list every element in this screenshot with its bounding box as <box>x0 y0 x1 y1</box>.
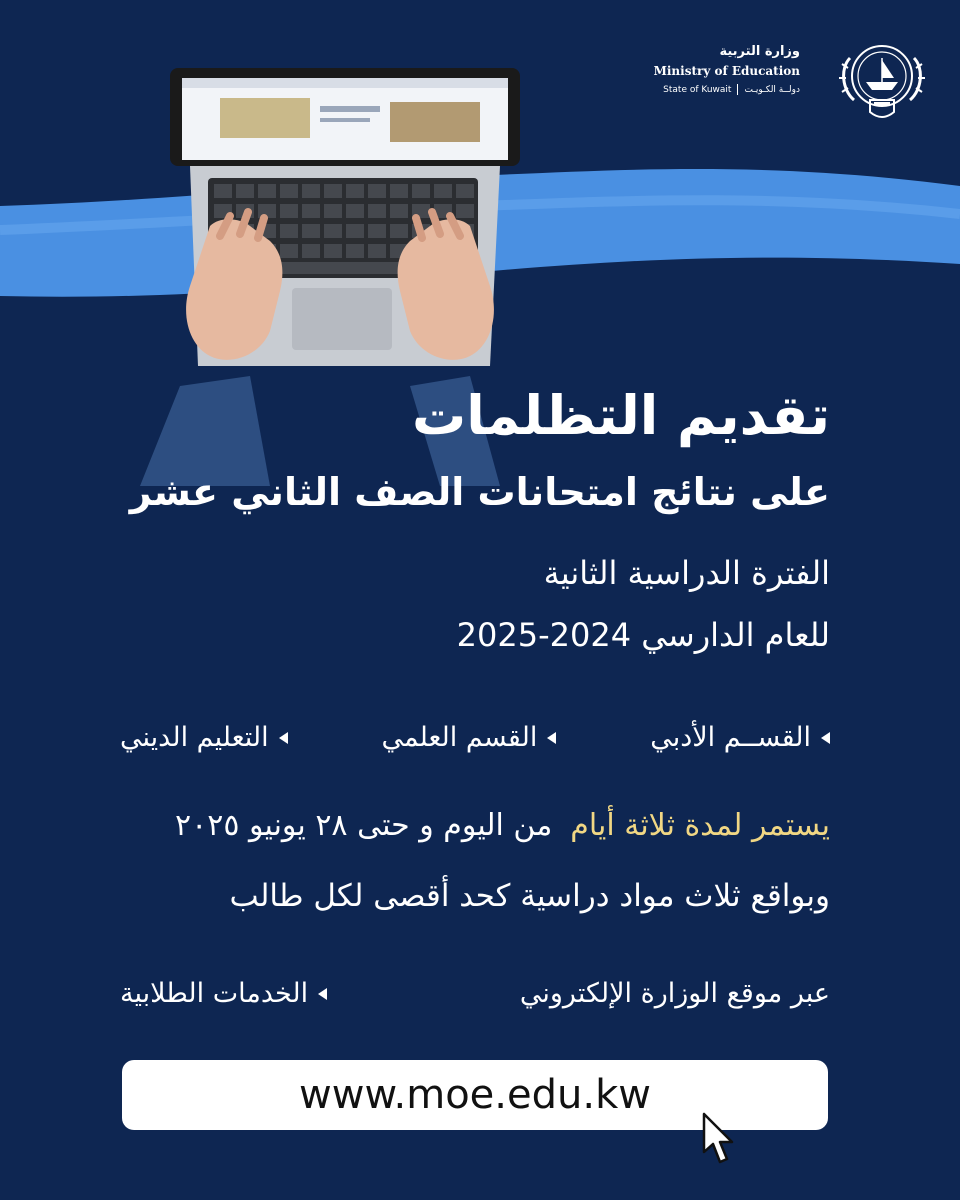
url-text[interactable]: www.moe.edu.kw <box>299 1072 651 1118</box>
logo-name-ar: وزارة التربية <box>719 44 800 59</box>
academic-year-text: للعام الدارسي 2024-2025 <box>456 616 830 654</box>
page-title: تقديم التظلمات <box>412 384 830 447</box>
period-text: الفترة الدراسية الثانية <box>543 554 830 592</box>
section-item-scientific <box>381 722 556 753</box>
mouse-cursor-icon <box>700 1112 734 1166</box>
section-label: القســم الأدبي <box>650 722 811 753</box>
section-item-literary <box>650 722 830 753</box>
logo-country <box>663 84 800 95</box>
duration-rest: من اليوم و حتى ٢٨ يونيو ٢٠٢٥ <box>175 808 553 843</box>
kuwait-emblem-icon <box>832 28 932 128</box>
subjects-note: وبواقع ثلاث مواد دراسية كحد أقصى لكل طالب <box>229 878 830 914</box>
logo-country-en: State of Kuwait <box>663 84 732 95</box>
triangle-bullet-icon <box>547 732 556 744</box>
student-services-label: الخدمات الطلابية <box>120 978 309 1009</box>
section-label: القسم العلمي <box>381 722 538 753</box>
logo-divider <box>737 84 738 95</box>
triangle-bullet-icon <box>821 732 830 744</box>
page-subtitle: على نتائج امتحانات الصف الثاني عشر <box>129 470 830 514</box>
section-label: التعليم الديني <box>120 722 269 753</box>
via-line <box>120 978 830 1009</box>
duration-highlight: يستمر لمدة ثلاثة أيام <box>570 808 830 843</box>
triangle-bullet-icon <box>279 732 288 744</box>
ministry-logo <box>632 28 932 138</box>
logo-name-en: Ministry of Education <box>653 64 800 78</box>
triangle-bullet-icon <box>318 988 327 1000</box>
duration-line <box>175 808 830 843</box>
via-site-text: عبر موقع الوزارة الإلكتروني <box>519 978 830 1009</box>
logo-country-ar: دولــة الكـويـت <box>744 84 800 95</box>
student-services-item <box>120 978 327 1009</box>
sections-list <box>120 722 830 753</box>
section-item-religious <box>120 722 288 753</box>
